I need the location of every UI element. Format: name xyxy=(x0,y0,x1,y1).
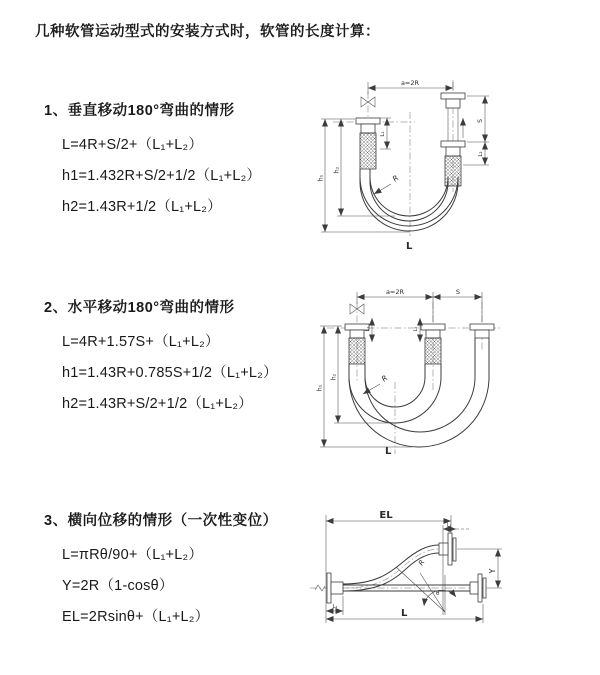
dim-label-theta: θ xyxy=(436,591,440,597)
page-title: 几种软管运动型式的安装方式时，软管的长度计算： xyxy=(35,24,380,40)
dim-label-l: L xyxy=(401,608,408,619)
section-2 xyxy=(44,300,334,413)
top-right-flange xyxy=(439,533,456,565)
section-3-heading: 3、横向位移的情形（一次性变位） xyxy=(44,513,278,529)
dim-label-h2: h₂ xyxy=(333,166,341,174)
dim-label-l: L xyxy=(385,446,392,457)
dim-label-l1: L₁ xyxy=(446,522,452,529)
section-1 xyxy=(44,103,334,216)
section-1-heading: 1、垂直移动180°弯曲的情形 xyxy=(44,103,235,119)
dim-label-h1: h₁ xyxy=(316,384,324,392)
section-2-formula-L: L=4R+1.57S+（L₁+L₂） xyxy=(62,334,220,350)
dim-label-h2: h₂ xyxy=(330,373,338,381)
section-3-formula-Y: Y=2R（1-cosθ） xyxy=(62,578,174,594)
section-2-heading: 2、水平移动180°弯曲的情形 xyxy=(44,300,235,316)
left-flange xyxy=(315,573,343,603)
dim-label-a2r: a=2R xyxy=(400,79,420,87)
section-1-formula-h2: h2=1.43R+1/2（L₁+L₂） xyxy=(62,199,222,215)
section-1-formula-h1: h1=1.432R+S/2+1/2（L₁+L₂） xyxy=(62,168,262,184)
diagram-lateral-displacement xyxy=(298,503,590,658)
dim-label-r: R xyxy=(390,173,401,184)
right-flange xyxy=(470,574,486,602)
dim-label-r: R xyxy=(417,558,427,568)
section-3-formula-EL: EL=2Rsinθ+（L₁+L₂） xyxy=(62,609,210,625)
dimensions xyxy=(326,510,502,623)
dim-label-s: S xyxy=(455,288,461,296)
dim-label-l1: L₁ xyxy=(380,131,386,137)
dim-label-s: S xyxy=(477,119,484,123)
break-mark-icon xyxy=(315,585,325,591)
dim-label-h1: h₁ xyxy=(317,174,325,182)
dim-label-l: L xyxy=(406,241,413,252)
section-3 xyxy=(44,513,334,626)
diagram-horizontal-180-bend xyxy=(312,282,588,462)
dim-label-y: Y xyxy=(488,568,497,574)
section-2-formula-h2: h2=1.43R+S/2+1/2（L₁+L₂） xyxy=(62,396,253,412)
dim-label-l1: L₁ xyxy=(365,326,371,332)
dim-label-l2: L₂ xyxy=(332,604,338,610)
right-fitting xyxy=(470,324,494,338)
middle-fitting xyxy=(421,324,445,364)
hose-u-bend xyxy=(349,338,489,447)
section-1-formula-L: L=4R+S/2+（L₁+L₂） xyxy=(62,137,204,153)
hose-u-bend xyxy=(360,169,458,231)
dimensions xyxy=(317,288,483,457)
section-3-formula-L: L=πRθ/90+（L₁+L₂） xyxy=(62,547,204,563)
dim-label-l2: L₂ xyxy=(413,326,419,332)
dim-label-el: EL xyxy=(379,510,393,521)
dim-label-a2r: a=2R xyxy=(385,288,405,296)
dim-label-r: R xyxy=(379,373,390,384)
diagram-vertical-180-bend xyxy=(315,72,585,257)
dim-label-l2: L₂ xyxy=(478,151,484,157)
section-2-formula-h1: h1=1.43R+0.785S+1/2（L₁+L₂） xyxy=(62,365,278,381)
